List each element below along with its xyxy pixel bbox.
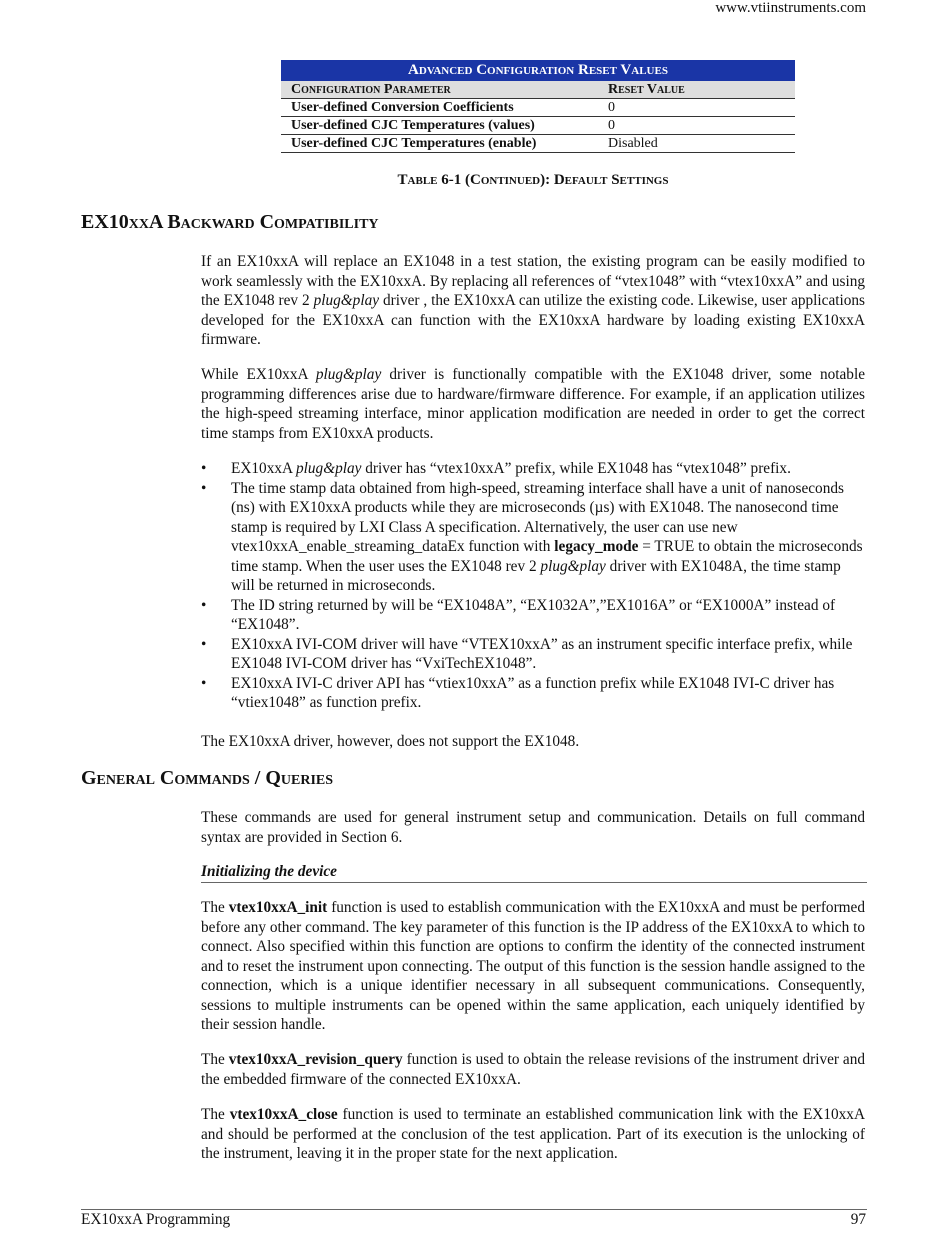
column-header-reset-value: Reset Value: [598, 81, 795, 99]
table-row: [281, 117, 795, 135]
footer-divider: [81, 1209, 867, 1210]
table-cell-value: Disabled: [598, 135, 795, 153]
section-heading-backward-compatibility: EX10xxA Backward Compatibility: [81, 211, 379, 233]
list-item: • EX10xxA IVI-COM driver will have “VTEX10xxA” as an instrument specific interface prefix, while EX1048 IVI-COM driver has “VxiTechEX1048”.: [201, 635, 853, 672]
table-row: [281, 135, 795, 153]
paragraph: The vtex10xxA_revision_query function is used to obtain the release revisions of the instrument driver and the embedded firmware of the connected EX10xxA.: [201, 1051, 865, 1088]
page-number: 97: [850, 1211, 866, 1228]
bullet-icon: •: [201, 674, 207, 692]
list-item: • EX10xxA plug&play driver has “vtex10xxA” prefix, while EX1048 has “vtex1048” prefix.: [201, 460, 791, 477]
table-cell-parameter: User-defined CJC Temperatures (values): [281, 117, 598, 135]
bullet-icon: •: [201, 479, 207, 497]
table-cell-parameter: User-defined CJC Temperatures (enable): [281, 135, 598, 153]
compatibility-bullet-list: [201, 459, 865, 713]
table-caption: Table 6-1 (Continued): Default Settings: [397, 172, 669, 188]
bullet-icon: •: [201, 635, 207, 653]
section-heading-general-commands: General Commands / Queries: [81, 767, 334, 789]
header-url: www.vtiinstruments.com: [715, 0, 866, 16]
bullet-icon: •: [201, 460, 207, 477]
reset-values-table-container: [281, 60, 795, 153]
list-item: • The time stamp data obtained from high-speed, streaming interface shall have a unit of nanoseconds (ns) with EX10xxA products while they are microseconds (µs) with EX1048. The nanosecond time stamp is required by LXI Class A specification. Alternatively, the user can use new vtex10xxA_enable_streaming_dataEx function with legacy_mode = TRUE to obtain the microseconds time stamp. When the user uses the EX1048 rev 2 plug&play driver with EX1048A, the time stamp will be returned in microseconds.: [201, 479, 863, 594]
table-cell-parameter: User-defined Conversion Coefficients: [281, 99, 598, 117]
paragraph: These commands are used for general instrument setup and communication. Details on full command syntax are provided in Section 6.: [201, 809, 865, 846]
reset-values-table: [281, 60, 795, 153]
list-item: • The ID string returned by will be “EX1048A”, “EX1032A”,”EX1016A” or “EX1000A” instead of “EX1048”.: [201, 596, 836, 633]
footer-title: EX10xxA Programming: [81, 1211, 231, 1228]
paragraph: The vtex10xxA_init function is used to establish communication with the EX10xxA and must be performed before any other command. The key parameter of this function is the IP address of the EX10xxA to which to connect. Also specified within this function are options to confirm the identity of the connected instrument and to reset the instrument upon connecting. The output of this function is the session handle assigned to the connection, which is a unique identifier necessary in all subsequent communications. Consequently, sessions to multiple instruments can be opened within the same application, each uniquely identified by their session handle.: [201, 899, 865, 1033]
paragraph: The vtex10xxA_close function is used to terminate an established communication link with the EX10xxA and should be performed at the conclusion of the test application. Part of its execution is the unlocking of the instrument, leaving it in the proper state for the next application.: [201, 1106, 865, 1162]
bullet-icon: •: [201, 596, 207, 614]
list-item: • EX10xxA IVI-C driver API has “vtiex10xxA” as a function prefix while EX1048 IVI-C driver has “vtiex1048” as function prefix.: [201, 674, 835, 711]
column-header-parameter: Configuration Parameter: [281, 81, 598, 99]
table-cell-value: 0: [598, 99, 795, 117]
table-title: Advanced Configuration Reset Values: [281, 60, 795, 81]
paragraph: If an EX10xxA will replace an EX1048 in a test station, the existing program can be easily modified to work seamlessly with the EX10xxA. By replacing all references of “vtex1048” with “vtex10xxA” and using the EX1048 rev 2 plug&play driver , the EX10xxA can utilize the existing code. Likewise, user applications developed for the EX10xxA can function with the EX10xxA hardware by loading existing EX10xxA firmware.: [201, 253, 865, 348]
paragraph: The EX10xxA driver, however, does not support the EX1048.: [201, 733, 580, 750]
paragraph: While EX10xxA plug&play driver is functionally compatible with the EX1048 driver, some notable programming differences arise due to hardware/firmware difference. For example, if an application utilizes the high-speed streaming interface, minor application modification are needed in order to get the correct time stamps from EX10xxA products.: [201, 366, 865, 442]
table-cell-value: 0: [598, 117, 795, 135]
subheading-initializing-device: Initializing the device: [201, 863, 867, 883]
table-row: [281, 99, 795, 117]
